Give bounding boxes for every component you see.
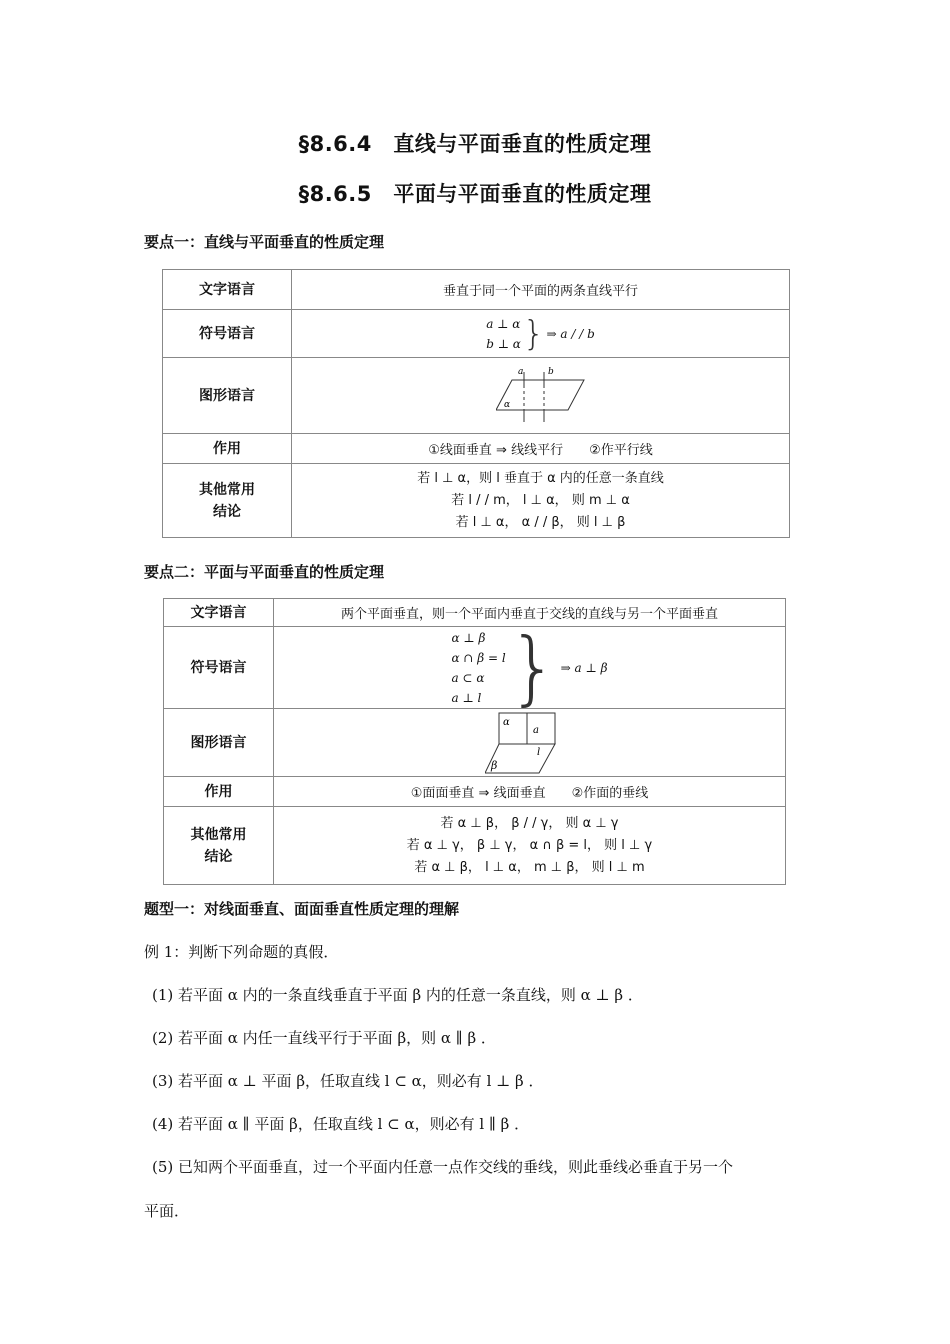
p1-figure-label: 图形语言 — [163, 358, 292, 434]
question-item: (5) 已知两个平面垂直，过一个平面内任意一点作交线的垂线，则此垂线必垂直于另一个 — [152, 1158, 734, 1176]
p2-symbol-label: 符号语言 — [164, 627, 274, 709]
p1-other-label — [163, 464, 292, 538]
p2-other-label-1: 其他常用 — [190, 826, 247, 843]
p2-sym-line: α ⊥ β — [451, 630, 486, 645]
p2-sym-line: a ⊂ α — [451, 670, 485, 685]
fig-label-alpha: α — [502, 716, 510, 728]
p1-usage-content: ①线面垂直 ⇒ 线线平行 ②作平行线 — [292, 434, 790, 464]
fig-label-b: b — [547, 366, 554, 377]
p1-text-content: 垂直于同一个平面的两条直线平行 — [292, 270, 790, 310]
p2-sym-line: a ⊥ l — [451, 690, 482, 705]
point2-table — [163, 598, 786, 885]
question-item: (2) 若平面 α 内任一直线平行于平面 β，则 α ∥ β ． — [152, 1029, 496, 1047]
p1-symbol-label: 符号语言 — [163, 310, 292, 358]
p2-symbol-content — [274, 620, 786, 714]
p1-text-label: 文字语言 — [163, 270, 292, 310]
p2-conclusion-line: 若 α ⊥ β， β / / γ， 则 α ⊥ γ — [440, 815, 619, 831]
p2-conclusion-line: 若 α ⊥ γ， β ⊥ γ， α ∩ β = l， 则 l ⊥ γ — [406, 837, 653, 853]
brace-icon: } — [507, 620, 559, 714]
p2-sym-conclusion: ⇒ a ⊥ β — [560, 660, 608, 675]
question-item: (3) 若平面 α ⊥ 平面 β，任取直线 l ⊂ α，则必有 l ⊥ β ． — [152, 1072, 544, 1090]
p1-sym-line: b ⊥ α — [486, 336, 521, 351]
question-item: (4) 若平面 α ∥ 平面 β，任取直线 l ⊂ α，则必有 l ∥ β ． — [152, 1115, 530, 1133]
perpendicular-planes-figure — [485, 711, 575, 775]
question-item-continuation: 平面． — [144, 1202, 190, 1220]
p2-other-label — [164, 807, 274, 885]
p2-other-label-2: 结论 — [204, 848, 233, 865]
fig-label-alpha: α — [503, 399, 510, 410]
p2-usage-label: 作用 — [164, 777, 274, 807]
p1-other-content — [292, 464, 790, 538]
p2-other-content — [274, 807, 786, 885]
p2-figure-cell — [274, 709, 786, 777]
fig-label-a: a — [532, 724, 539, 736]
p2-usage-content: ①面面垂直 ⇒ 线面垂直 ②作面的垂线 — [274, 777, 786, 807]
type1-heading: 题型一：对线面垂直、面面垂直性质定理的理解 — [144, 900, 460, 918]
p1-sym-line: a ⊥ α — [486, 316, 521, 331]
p1-figure-cell — [292, 358, 790, 434]
p2-sym-line: α ∩ β = l — [451, 650, 506, 665]
point1-table — [162, 269, 790, 538]
p1-sym-conclusion: ⇒ a / / b — [546, 326, 595, 341]
brace-icon: } — [522, 313, 545, 354]
p1-usage-label: 作用 — [163, 434, 292, 464]
section-title-2: §8.6.5 平面与平面垂直的性质定理 — [298, 182, 652, 206]
fig-label-beta: β — [490, 758, 497, 772]
fig-label-l: l — [536, 746, 540, 758]
p2-text-content: 两个平面垂直，则一个平面内垂直于交线的直线与另一个平面垂直 — [274, 599, 786, 627]
p1-conclusion-line: 若 l / / m， l ⊥ α， 则 m ⊥ α — [451, 492, 630, 508]
p2-text-label: 文字语言 — [164, 599, 274, 627]
point1-heading: 要点一：直线与平面垂直的性质定理 — [144, 233, 385, 251]
p1-other-label-1: 其他常用 — [199, 481, 255, 498]
parallel-lines-figure — [496, 366, 586, 426]
p1-conclusion-line: 若 l ⊥ α，则 l 垂直于 α 内的任意一条直线 — [417, 470, 664, 486]
question-item: (1) 若平面 α 内的一条直线垂直于平面 β 内的任意一条直线，则 α ⊥ β ． — [152, 986, 643, 1004]
p1-other-label-2: 结论 — [213, 503, 241, 520]
p1-symbol-content — [292, 310, 790, 358]
section-title-1: §8.6.4 直线与平面垂直的性质定理 — [298, 132, 652, 156]
example-label: 例 1：判断下列命题的真假． — [144, 943, 339, 961]
p1-conclusion-line: 若 l ⊥ α， α / / β， 则 l ⊥ β — [455, 514, 626, 530]
point2-heading: 要点二：平面与平面垂直的性质定理 — [144, 563, 385, 581]
fig-label-a: a — [517, 366, 523, 377]
p2-figure-label: 图形语言 — [164, 709, 274, 777]
p2-conclusion-line: 若 α ⊥ β， l ⊥ α， m ⊥ β， 则 l ⊥ m — [414, 859, 645, 875]
